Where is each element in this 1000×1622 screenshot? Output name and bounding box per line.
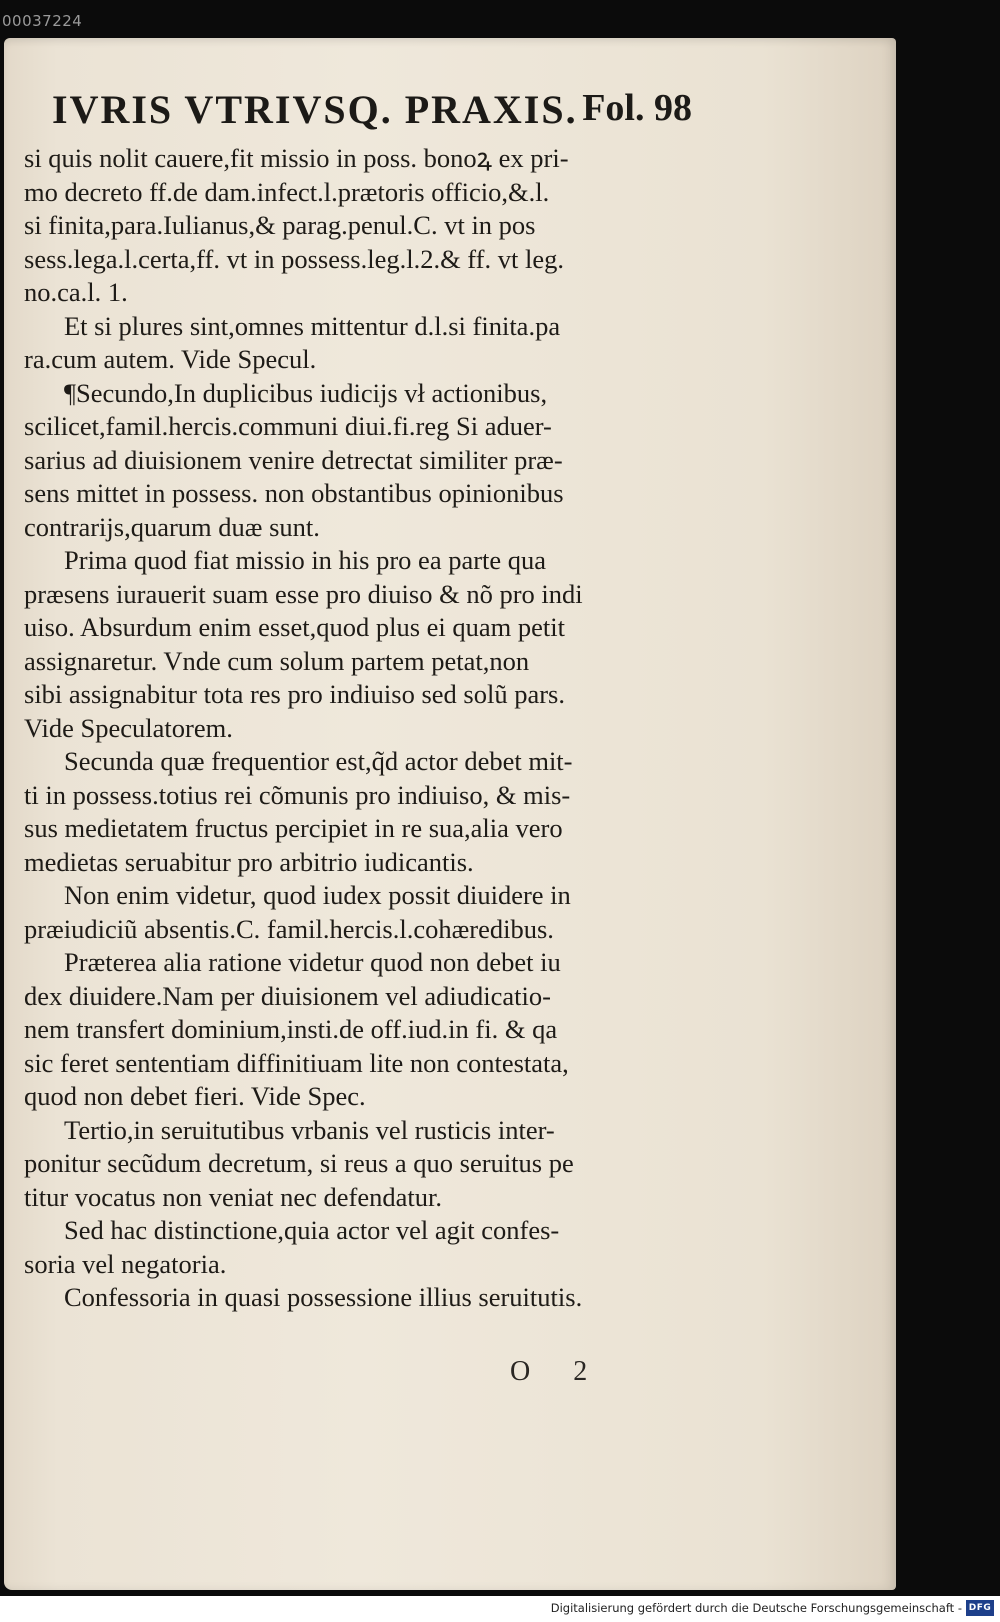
text-line: quod non debet fieri. Vide Spec.	[24, 1081, 366, 1111]
text-line: dex diuidere.Nam per diuisionem vel adiudicatio-	[24, 980, 551, 1011]
text-line: Confessoria in quasi possessione illius seruitutis.	[64, 1282, 583, 1312]
text-line: sens mittet in possess. non obstantibus opinionibus	[24, 478, 564, 508]
dfg-logo-icon: DFG	[966, 1600, 994, 1616]
text-line: uiso. Absurdum enim esset,quod plus ei quam petit	[24, 612, 565, 642]
text-line: ponitur secũdum decretum, si reus a quo seruitus pe	[24, 1148, 574, 1178]
body-text	[24, 142, 684, 1315]
text-line: sus medietatem fructus percipiet in re sua,alia vero	[24, 813, 563, 843]
text-line: sess.lega.l.certa,ff. vt in possess.leg.l.2.& ff. vt leg.	[24, 243, 564, 274]
text-line: Præterea alia ratione videtur quod non debet iu	[64, 947, 561, 977]
text-line: ¶Secundo,In duplicibus iudicijs vł actionibus,	[64, 377, 548, 408]
text-line: Prima quod fiat missio in his pro ea parte qua	[64, 545, 547, 575]
text-line: contrarijs,quarum duæ sunt.	[24, 511, 320, 542]
text-line: ti in possess.totius rei cõmunis pro indiuiso, & mis-	[24, 779, 571, 810]
funding-credit: Digitalisierung gefördert durch die Deutsche Forschungsgemeinschaft -	[550, 1601, 962, 1615]
text-line: si finita,para.Iulianus,& parag.penul.C. vt in pos	[24, 210, 536, 240]
signature-mark: O 2	[510, 1356, 606, 1387]
text-line: no.ca.l. 1.	[24, 277, 128, 307]
text-line: titur vocatus non veniat nec defendatur.	[24, 1181, 442, 1212]
text-line: si quis nolit cauere,fit missio in poss. bonoꝝ ex pri-	[24, 143, 569, 173]
text-line: præiudiciũ absentis.C. famil.hercis.l.cohæredibus.	[24, 913, 554, 944]
text-line: Et si plures sint,omnes mittentur d.l.si finita.pa	[64, 310, 561, 341]
digitization-footer	[0, 1596, 1000, 1622]
running-head	[52, 86, 692, 136]
text-line: ra.cum autem. Vide Specul.	[24, 344, 317, 374]
text-line: Sed hac distinctione,quia actor vel agit confes-	[64, 1215, 560, 1245]
text-line: mo decreto ff.de dam.infect.l.prætoris officio,&.l.	[24, 176, 550, 207]
text-line: scilicet,famil.hercis.communi diui.fi.reg Si aduer-	[24, 411, 552, 441]
text-line: Non enim videtur, quod iudex possit diuidere in	[64, 880, 571, 910]
text-line: nem transfert dominium,insti.de off.iud.in fi. & qa	[24, 1014, 558, 1044]
text-line: assignaretur. Vnde cum solum partem petat,non	[24, 645, 530, 676]
text-line: Tertio,in seruitutibus vrbanis vel rusticis inter-	[64, 1114, 555, 1145]
text-line: sibi assignabitur tota res pro indiuiso sed solũ pars.	[24, 679, 565, 709]
text-line: medietas seruabitur pro arbitrio iudicantis.	[24, 846, 474, 877]
text-line: soria vel negatoria.	[24, 1248, 227, 1279]
text-line: sarius ad diuisionem venire detrectat similiter præ-	[24, 444, 563, 475]
folio-number: Fol. 98	[582, 87, 692, 129]
text-line: Vide Speculatorem.	[24, 712, 233, 743]
text-line: Secunda quæ frequentior est,q̃d actor debet mit-	[64, 746, 573, 776]
scan-id-label: 00037224	[2, 12, 83, 30]
text-line: sic feret sententiam diffinitiuam lite non contestata,	[24, 1047, 569, 1078]
text-line: præsens iurauerit suam esse pro diuiso & nõ pro indi	[24, 578, 583, 609]
running-head-title: IVRIS VTRIVSQ. PRAXIS.	[52, 87, 578, 132]
